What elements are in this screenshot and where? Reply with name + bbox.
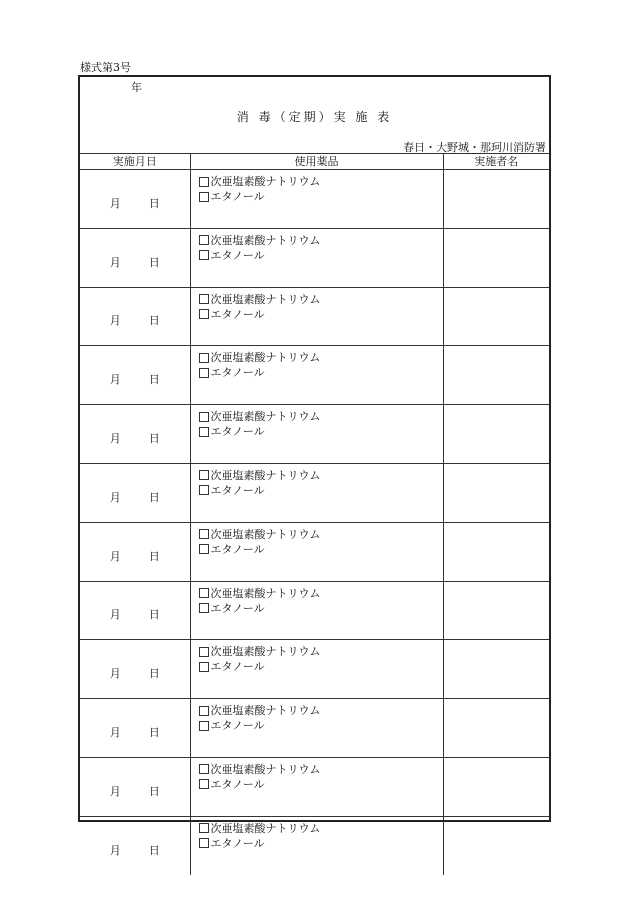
month-label: 月 [109,549,121,563]
checkbox-icon[interactable] [199,764,209,774]
option-label: 次亜塩素酸ナトリウム [210,527,321,541]
option-label: 次亜塩素酸ナトリウム [210,645,321,659]
table-row [80,463,549,522]
option-label: エタノール [210,366,265,380]
medicine-option-hypochlorite[interactable] [199,703,443,718]
table-row [80,699,549,758]
medicine-option-ethanol[interactable] [199,777,443,792]
header-medicine: 使用薬品 [190,154,443,170]
medicine-cell [190,346,443,405]
page-title: 消 毒（定期）実 施 表 [236,110,393,124]
medicine-option-hypochlorite[interactable] [199,644,443,659]
option-label: エタノール [210,425,265,439]
table-row [80,346,549,405]
day-label: 日 [148,432,160,446]
checkbox-icon[interactable] [199,412,209,422]
option-label: 次亜塩素酸ナトリウム [210,410,321,424]
month-label: 月 [109,373,121,387]
medicine-option-ethanol[interactable] [199,601,443,616]
operator-cell[interactable] [443,287,549,346]
medicine-option-hypochlorite[interactable] [199,350,443,365]
day-label: 日 [148,784,160,798]
medicine-cell [190,522,443,581]
day-label: 日 [148,843,160,857]
day-label: 日 [148,255,160,269]
checkbox-icon[interactable] [199,427,209,437]
day-label: 日 [148,667,160,681]
medicine-option-ethanol[interactable] [199,836,443,851]
operator-cell[interactable] [443,699,549,758]
operator-cell[interactable] [443,816,549,874]
checkbox-icon[interactable] [199,544,209,554]
option-label: 次亜塩素酸ナトリウム [210,821,321,835]
option-label: エタノール [210,719,265,733]
medicine-option-hypochlorite[interactable] [199,233,443,248]
option-label: エタノール [210,601,265,615]
month-label: 月 [109,608,121,622]
date-cell[interactable] [80,346,190,405]
table-row [80,581,549,640]
option-label: エタノール [210,190,265,203]
medicine-option-ethanol[interactable] [199,248,443,263]
date-cell[interactable] [80,287,190,346]
option-label: エタノール [210,542,265,556]
table-row [80,170,549,229]
option-label: 次亜塩素酸ナトリウム [210,468,321,482]
medicine-cell [190,405,443,464]
day-label: 日 [148,314,160,328]
table-row [80,757,549,816]
medicine-option-hypochlorite[interactable] [199,468,443,483]
checkbox-icon[interactable] [199,235,209,245]
table-row [80,816,549,874]
table-row [80,405,549,464]
month-label: 月 [109,432,121,446]
checkbox-icon[interactable] [199,823,209,833]
operator-cell[interactable] [443,170,549,229]
checkbox-icon[interactable] [199,721,209,731]
medicine-option-hypochlorite[interactable] [199,409,443,424]
option-label: エタノール [210,307,265,321]
operator-cell[interactable] [443,640,549,699]
operator-cell[interactable] [443,522,549,581]
table-row [80,287,549,346]
form-number: 様式第3号 [80,61,131,74]
operator-cell[interactable] [443,581,549,640]
operator-cell[interactable] [443,463,549,522]
medicine-cell [190,757,443,816]
header-operator: 実施者名 [443,154,549,170]
medicine-option-hypochlorite[interactable] [199,586,443,601]
option-label: 次亜塩素酸ナトリウム [210,292,321,306]
checkbox-icon[interactable] [199,529,209,539]
checkbox-icon[interactable] [199,470,209,480]
checkbox-icon[interactable] [199,353,209,363]
medicine-option-ethanol[interactable] [199,659,443,674]
checkbox-icon[interactable] [199,706,209,716]
option-label: エタノール [210,836,265,850]
option-label: 次亜塩素酸ナトリウム [210,351,321,365]
option-label: エタノール [210,660,265,674]
medicine-option-ethanol[interactable] [199,189,443,204]
table-header-row [80,154,549,170]
option-label: 次亜塩素酸ナトリウム [210,586,321,600]
operator-cell[interactable] [443,405,549,464]
date-cell[interactable] [80,581,190,640]
medicine-cell [190,640,443,699]
year-label: 年 [131,81,142,94]
checkbox-icon[interactable] [199,838,209,848]
medicine-option-hypochlorite[interactable] [199,821,443,836]
medicine-cell [190,287,443,346]
table-row [80,640,549,699]
month-label: 月 [109,255,121,269]
option-label: エタノール [210,777,265,791]
medicine-option-hypochlorite[interactable] [199,174,443,189]
medicine-option-ethanol[interactable] [199,365,443,380]
checkbox-icon[interactable] [199,192,209,202]
checkbox-icon[interactable] [199,485,209,495]
medicine-cell [190,170,443,229]
date-cell[interactable] [80,640,190,699]
date-cell[interactable] [80,816,190,874]
date-cell[interactable] [80,522,190,581]
day-label: 日 [148,490,160,504]
medicine-option-ethanol[interactable] [199,424,443,439]
operator-cell[interactable] [443,757,549,816]
checkbox-icon[interactable] [199,779,209,789]
medicine-option-ethanol[interactable] [199,718,443,733]
date-cell[interactable] [80,228,190,287]
department-name: 春日・大野城・那珂川消防署 [403,141,546,154]
operator-cell[interactable] [443,228,549,287]
month-label: 月 [109,784,121,798]
medicine-option-hypochlorite[interactable] [199,292,443,307]
checkbox-icon[interactable] [199,250,209,260]
month-label: 月 [109,314,121,328]
date-cell[interactable] [80,405,190,464]
operator-cell[interactable] [443,346,549,405]
checkbox-icon[interactable] [199,309,209,319]
option-label: 次亜塩素酸ナトリウム [210,175,321,188]
option-label: 次亜塩素酸ナトリウム [210,762,321,776]
medicine-cell [190,699,443,758]
medicine-option-ethanol[interactable] [199,307,443,322]
day-label: 日 [148,549,160,563]
month-label: 月 [109,490,121,504]
medicine-cell [190,581,443,640]
option-label: エタノール [210,483,265,497]
date-cell[interactable] [80,463,190,522]
medicine-cell [190,463,443,522]
checkbox-icon[interactable] [199,662,209,672]
month-label: 月 [109,843,121,857]
header-date: 実施月日 [80,154,190,170]
checkbox-icon[interactable] [199,588,209,598]
option-label: 次亜塩素酸ナトリウム [210,233,321,247]
day-label: 日 [148,373,160,387]
day-label: 日 [148,608,160,622]
checkbox-icon[interactable] [199,368,209,378]
option-label: 次亜塩素酸ナトリウム [210,704,321,718]
month-label: 月 [109,667,121,681]
medicine-option-hypochlorite[interactable] [199,762,443,777]
date-cell[interactable] [80,699,190,758]
month-label: 月 [109,196,121,210]
checkbox-icon[interactable] [199,647,209,657]
date-cell[interactable] [80,757,190,816]
checkbox-icon[interactable] [199,177,209,187]
medicine-cell [190,228,443,287]
checkbox-icon[interactable] [199,294,209,304]
medicine-cell [190,816,443,874]
day-label: 日 [148,726,160,740]
option-label: エタノール [210,248,265,262]
checkbox-icon[interactable] [199,603,209,613]
medicine-option-ethanol[interactable] [199,483,443,498]
disinfection-table [80,153,549,875]
day-label: 日 [148,196,160,210]
table-row [80,228,549,287]
form-frame [78,75,551,857]
medicine-option-hypochlorite[interactable] [199,527,443,542]
table-row [80,522,549,581]
medicine-option-ethanol[interactable] [199,542,443,557]
month-label: 月 [109,726,121,740]
date-cell[interactable] [80,170,190,229]
